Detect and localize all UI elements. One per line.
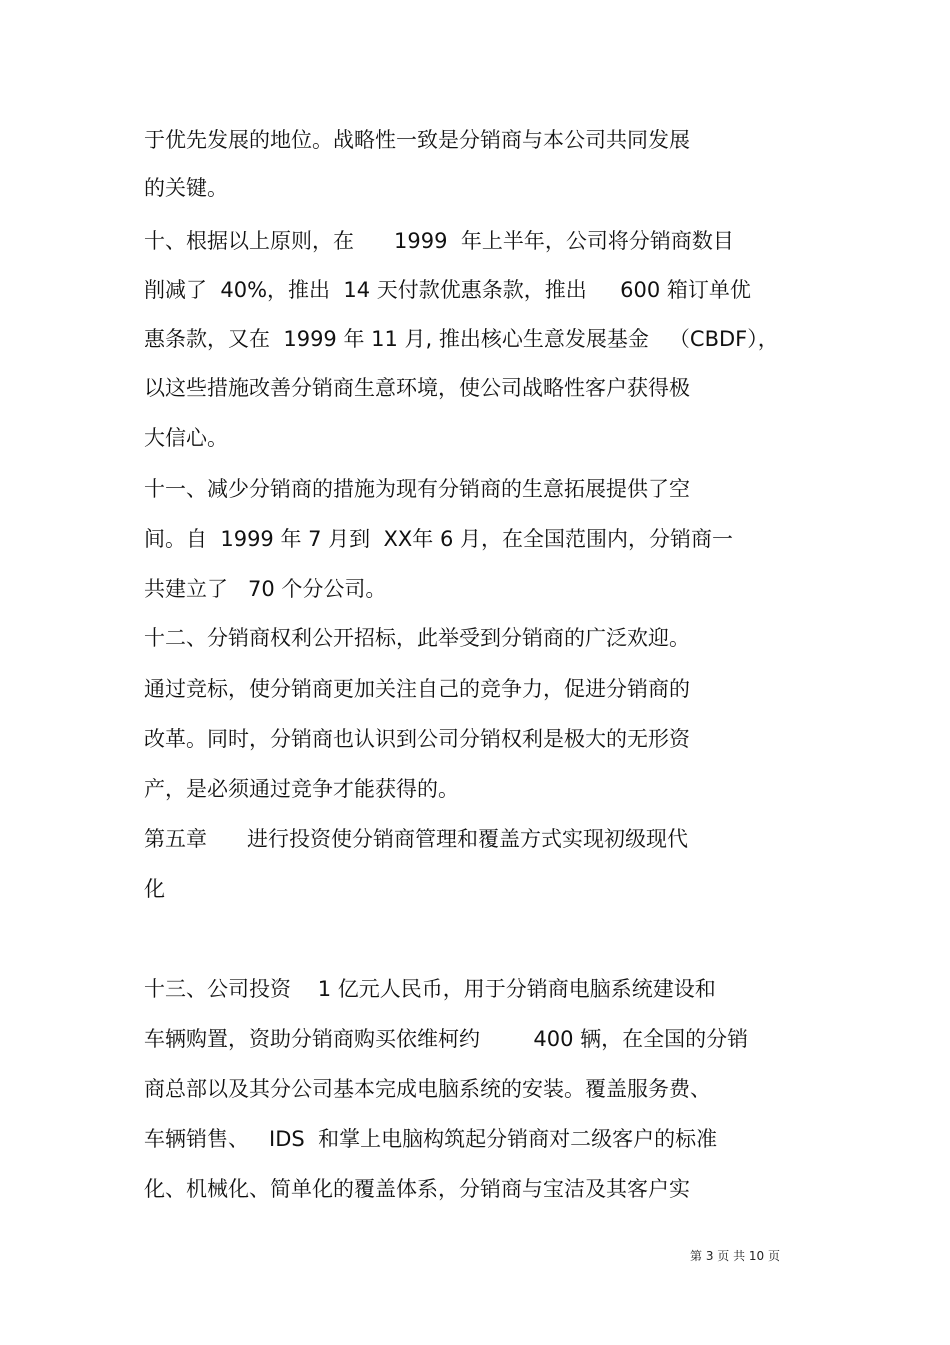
text-line: 通过竞标，使分销商更加关注自己的竞争力，促进分销商的: [144, 677, 690, 701]
text-line: 间。自 1999 年 7 月到 XX年 6 月，在全国范围内，分销商一: [144, 527, 734, 551]
page-number-footer: 第 3 页 共 10 页: [690, 1249, 780, 1263]
text-line: 车辆销售、 IDS 和掌上电脑构筑起分销商对二级客户的标准: [144, 1127, 718, 1151]
chapter-heading-continued: 化: [144, 877, 165, 901]
text-line: 惠条款，又在 1999 年 11 月, 推出核心生意发展基金 （CBDF），: [144, 327, 779, 351]
text-line: 以这些措施改善分销商生意环境，使公司战略性客户获得极: [144, 376, 690, 400]
text-line: 于优先发展的地位。战略性一致是分销商与本公司共同发展: [144, 128, 690, 152]
text-line: 化、机械化、简单化的覆盖体系，分销商与宝洁及其客户实: [144, 1177, 690, 1201]
text-line: 的关键。: [144, 176, 228, 200]
text-line: 共建立了 70 个分公司。: [144, 577, 387, 601]
text-line: 车辆购置，资助分销商购买依维柯约 400 辆，在全国的分销: [144, 1027, 749, 1051]
text-line: 大信心。: [144, 426, 228, 450]
text-line: 削减了 40%，推出 14 天付款优惠条款，推出 600 箱订单优: [144, 278, 751, 302]
text-line: 十一、减少分销商的措施为现有分销商的生意拓展提供了空: [144, 477, 690, 501]
text-line: 十、根据以上原则，在 1999 年上半年，公司将分销商数目: [144, 229, 734, 253]
text-line: 产，是必须通过竞争才能获得的。: [144, 777, 459, 801]
text-line: 商总部以及其分公司基本完成电脑系统的安装。覆盖服务费、: [144, 1077, 711, 1101]
text-line: 十三、公司投资 1 亿元人民币，用于分销商电脑系统建设和: [144, 977, 716, 1001]
chapter-heading: 第五章 进行投资使分销商管理和覆盖方式实现初级现代: [144, 827, 689, 851]
text-line: 改革。同时，分销商也认识到公司分销权利是极大的无形资: [144, 727, 690, 751]
text-line: 十二、分销商权利公开招标，此举受到分销商的广泛欢迎。: [144, 626, 690, 650]
